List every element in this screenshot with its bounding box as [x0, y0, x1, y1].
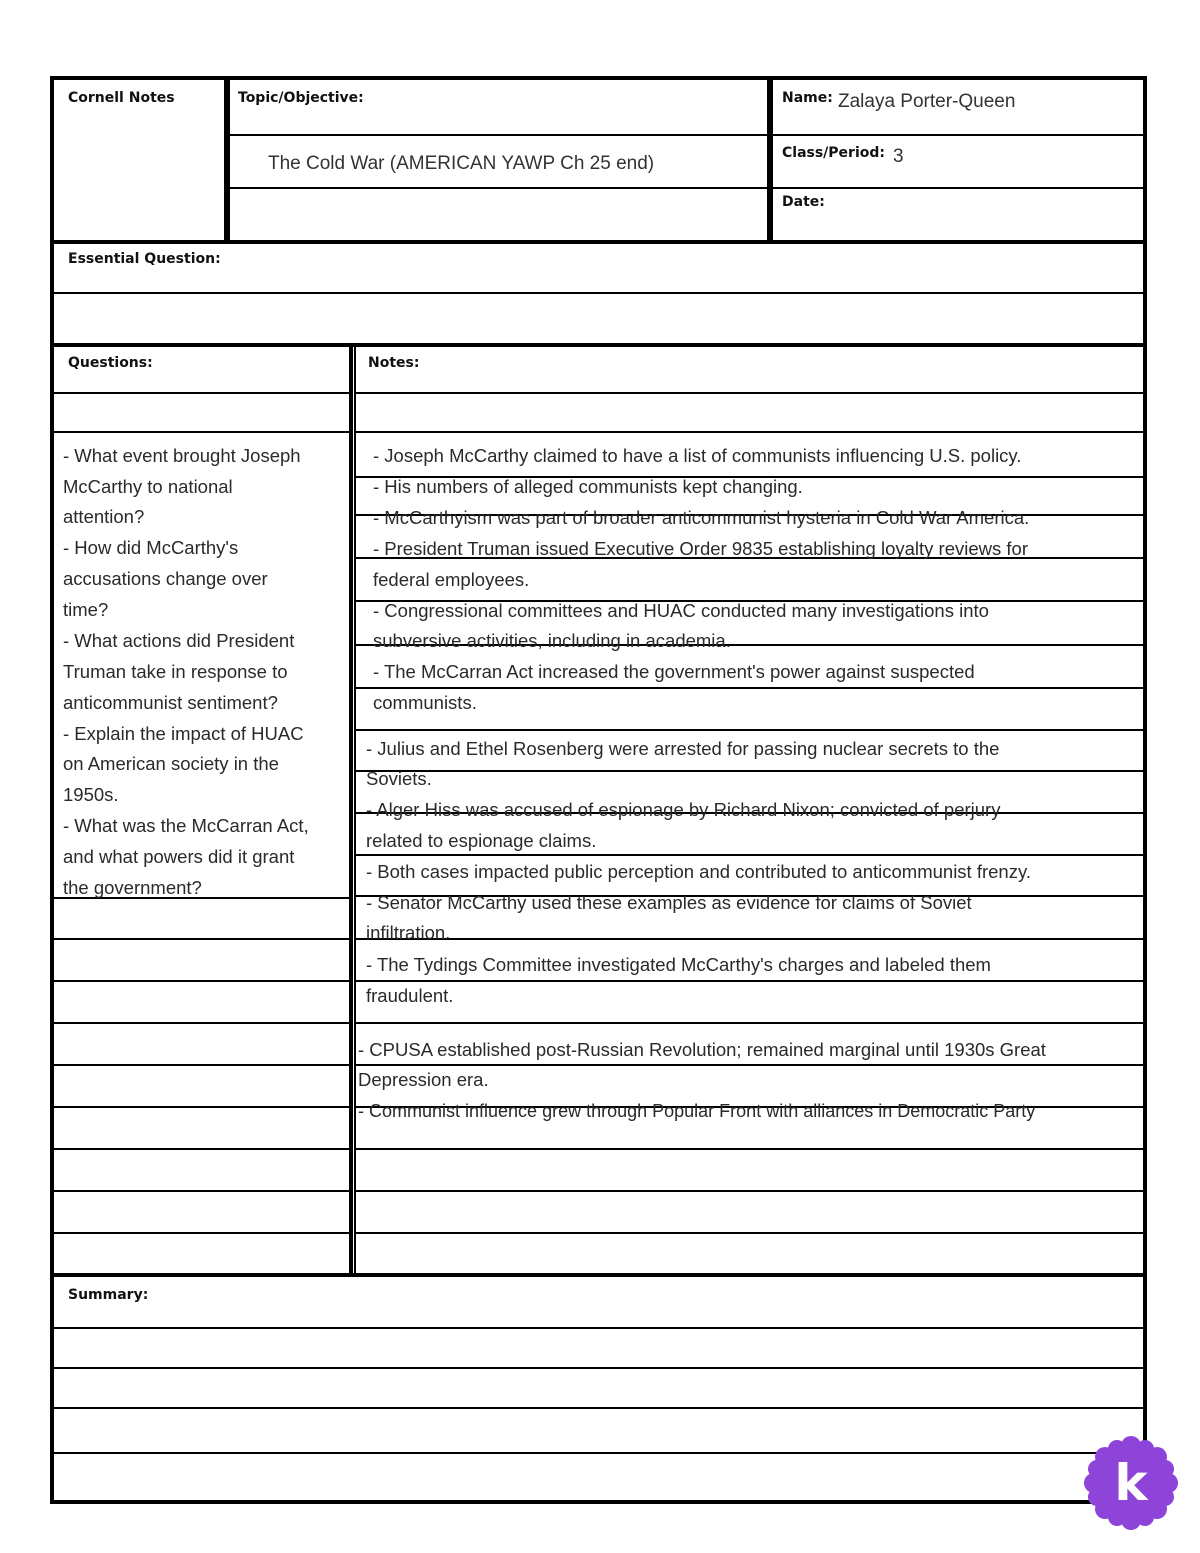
question-line: Truman take in response to: [63, 661, 288, 682]
notes-row-line: [356, 938, 1145, 940]
topic-value[interactable]: The Cold War (AMERICAN YAWP Ch 25 end): [268, 153, 655, 174]
notes-row-line: [356, 1232, 1145, 1234]
note-line: - His numbers of alleged communists kept changing.: [373, 476, 803, 497]
note-line: Depression era.: [358, 1069, 489, 1090]
question-line: anticommunist sentiment?: [63, 692, 278, 713]
questions-row-line: [54, 938, 351, 940]
questions-label: Questions:: [68, 355, 153, 371]
essential-question-label: Essential Question:: [68, 251, 221, 267]
question-line: - Explain the impact of HUAC: [63, 723, 304, 744]
note-line: communists.: [373, 692, 477, 713]
note-line: Soviets.: [366, 768, 432, 789]
question-line: 1950s.: [63, 784, 119, 805]
question-line: McCarthy to national: [63, 476, 233, 497]
name-value[interactable]: Zalaya Porter-Queen: [838, 91, 1016, 112]
cornell-notes-sheet: [50, 76, 1147, 1504]
class-period-label: Class/Period:: [782, 145, 885, 161]
questions-row-line: [54, 1148, 351, 1150]
summary-label: Summary:: [68, 1287, 149, 1303]
note-line: - Julius and Ethel Rosenberg were arrested for passing nuclear secrets to the: [366, 738, 1000, 759]
questions-row-line: [54, 1064, 351, 1066]
questions-row-line: [54, 392, 351, 394]
topic-row-line-2: [228, 187, 769, 189]
topic-label: Topic/Objective:: [238, 90, 364, 106]
summary-row-line: [54, 1407, 1145, 1409]
note-line: related to espionage claims.: [366, 830, 597, 851]
summary-row-line: [54, 1327, 1145, 1329]
essential-bottom-border: [52, 343, 1145, 347]
note-line: - McCarthyism was part of broader anticommunist hysteria in Cold War America.: [373, 507, 1030, 528]
note-line: - Senator McCarthy used these examples as evidence for claims of Soviet: [366, 892, 972, 913]
notes-row-line: [356, 729, 1145, 731]
note-line: - Communist influence grew through Popular Front with alliances in Democratic Party: [358, 1101, 1036, 1121]
note-line: subversive activities, including in academia.: [373, 630, 731, 651]
note-line: - The McCarran Act increased the government's power against suspected: [373, 661, 975, 682]
question-line: accusations change over: [63, 568, 268, 589]
notes-label: Notes:: [368, 355, 420, 371]
question-line: - What actions did President: [63, 630, 295, 651]
note-line: infiltration.: [366, 922, 451, 943]
note-line: federal employees.: [373, 569, 530, 590]
question-line: on American society in the: [63, 753, 279, 774]
note-line: - Both cases impacted public perception and contributed to anticommunist frenzy.: [366, 861, 1031, 882]
kahoot-k-badge-icon: [1084, 1436, 1178, 1530]
topic-inner-edge: [228, 80, 230, 242]
name-row-line-2: [771, 187, 1145, 189]
questions-notes-divider: [349, 345, 353, 1275]
essential-row-line: [54, 292, 1145, 294]
note-line: - CPUSA established post-Russian Revolution; remained marginal until 1930s Great: [358, 1039, 1046, 1060]
essential-top-border: [52, 240, 1145, 244]
questions-row-line: [54, 1022, 351, 1024]
logo-letter: k: [1114, 1454, 1148, 1512]
note-line: - The Tydings Committee investigated McCarthy's charges and labeled them: [366, 954, 991, 975]
questions-row-line: [54, 431, 351, 433]
notes-row-line: [356, 1148, 1145, 1150]
notes-row-line: [356, 392, 1145, 394]
question-line: and what powers did it grant: [63, 846, 295, 867]
summary-row-line: [54, 1367, 1145, 1369]
summary-top-border: [52, 1273, 1145, 1277]
questions-row-line: [54, 1232, 351, 1234]
note-line: - President Truman issued Executive Order 9835 establishing loyalty reviews for: [373, 538, 1028, 559]
class-period-value[interactable]: 3: [893, 146, 904, 167]
notes-row-line: [356, 770, 1145, 772]
question-line: - What was the McCarran Act,: [63, 815, 309, 836]
summary-row-line: [54, 1452, 1145, 1454]
question-line: - How did McCarthy's: [63, 537, 239, 558]
questions-row-line: [54, 980, 351, 982]
notes-row-line: [356, 980, 1145, 982]
notes-row-line: [356, 1022, 1145, 1024]
question-line: attention?: [63, 506, 145, 527]
note-line: - Alger Hiss was accused of espionage by Richard Nixon; convicted of perjury: [366, 799, 1001, 820]
note-line: fraudulent.: [366, 985, 454, 1006]
date-label: Date:: [782, 194, 825, 210]
question-line: the government?: [63, 877, 202, 898]
questions-row-line: [54, 1190, 351, 1192]
name-row-line-1: [771, 134, 1145, 136]
questions-row-line: [54, 1106, 351, 1108]
cornell-notes-label: Cornell Notes: [68, 90, 175, 106]
question-line: time?: [63, 599, 109, 620]
name-label: Name:: [782, 90, 833, 106]
note-line: - Joseph McCarthy claimed to have a list of communists influencing U.S. policy.: [373, 445, 1022, 466]
question-line: - What event brought Joseph: [63, 445, 301, 466]
topic-row-line-1: [228, 134, 769, 136]
notes-inner-edge: [354, 347, 356, 1275]
name-inner-edge: [771, 80, 773, 242]
notes-row-line: [356, 1190, 1145, 1192]
note-line: - Congressional committees and HUAC conducted many investigations into: [373, 600, 989, 621]
notes-row-line: [356, 431, 1145, 433]
